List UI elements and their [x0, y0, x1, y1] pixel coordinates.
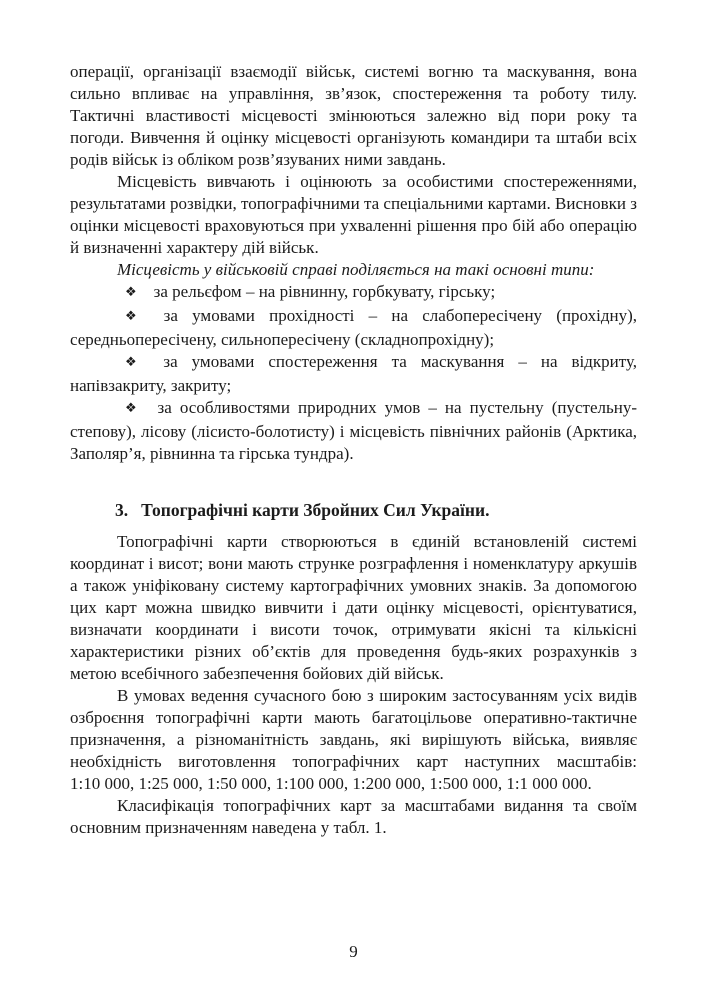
- heading-text: Топографічні карти Збройних Сил України.: [141, 500, 490, 520]
- paragraph-terrain-types-lead: Місцевість у військовій справі поділяється на такі основні типи:: [117, 260, 595, 279]
- bullet-item: [70, 397, 637, 465]
- bullet-text: за особливостями природних умов – на пустельну (пустельну-степову), лісову (лісисто-болотисту) і місцевість північних районів (Арктика, Заполяр’я, рівнинна та гірська тундра).: [70, 398, 638, 463]
- bullet-item: [70, 351, 637, 397]
- diamond-bullet-icon: ❖: [125, 285, 137, 300]
- heading-number: 3.: [115, 500, 129, 520]
- page-number: 9: [349, 942, 358, 961]
- diamond-bullet-icon: ❖: [125, 355, 147, 370]
- paragraph-maps-scales: В умовах ведення сучасного бою з широким застосуванням усіх видів озброєння топографічні карти мають багатоцільове оперативно-тактичне призначення, а різноманітність завдань, які вирішують війська, виявляє необхідність виготовлення топографічних карт наступних масштабів: 1:10 000, 1:25 000, 1:50 000, 1:100 000, 1:200 000, 1:500 000, 1:1 000 000.: [70, 686, 637, 793]
- bullet-text: за рельєфом – на рівнинну, горбкувату, гірську;: [153, 282, 496, 301]
- bullet-text: за умовами прохідності – на слабопересічену (прохідну), середньопересічену, сильнопересічену (складнопрохідну);: [70, 306, 638, 349]
- paragraph-maps-unified-system: Топографічні карти створюються в єдиній встановленій системі координат і висот; вони мають струнке розграфлення і номенклатуру аркушів а також уніфіковану систему картографічних умовних знаків. За допомогою цих карт можна швидко вивчити і дати оцінку місцевості, орієнтуватися, визначати координати і висоти точок, отримувати якісні та кількісні характеристики різних об’єктів для проведення будь-яких розрахунків з метою всебічного забезпечення бойових дій військ.: [70, 532, 637, 683]
- bullet-item: [70, 281, 637, 305]
- bullet-text: за умовами спостереження та маскування – на відкриту, напівзакриту, закриту;: [70, 352, 637, 395]
- paragraph-continuation: операції, організації взаємодії військ, системі вогню та маскування, вона сильно впливає на управління, зв’язок, спостереження та роботу тилу. Тактичні властивості місцевості змінюються залежно від пори року та погоди. Вивчення й оцінку місцевості організують командири та штаби всіх родів військ із обліком розв’язуваних ними завдань.: [70, 62, 637, 169]
- document-page: [70, 61, 637, 839]
- section-heading: [70, 499, 637, 522]
- paragraph-terrain-study: Місцевість вивчають і оцінюють за особистими спостереженнями, результатами розвідки, топографічними та спеціальними картами. Висновки з оцінки місцевості враховуються при ухваленні рішення про бій або операцію й визначенні характеру дій військ.: [70, 172, 637, 257]
- bullet-list: [70, 281, 637, 465]
- diamond-bullet-icon: ❖: [125, 401, 141, 416]
- diamond-bullet-icon: ❖: [125, 309, 147, 324]
- paragraph-classification-table-ref: Класифікація топографічних карт за масштабами видання та своїм основним призначенням наведена у табл. 1.: [70, 796, 637, 837]
- bullet-item: [70, 305, 637, 351]
